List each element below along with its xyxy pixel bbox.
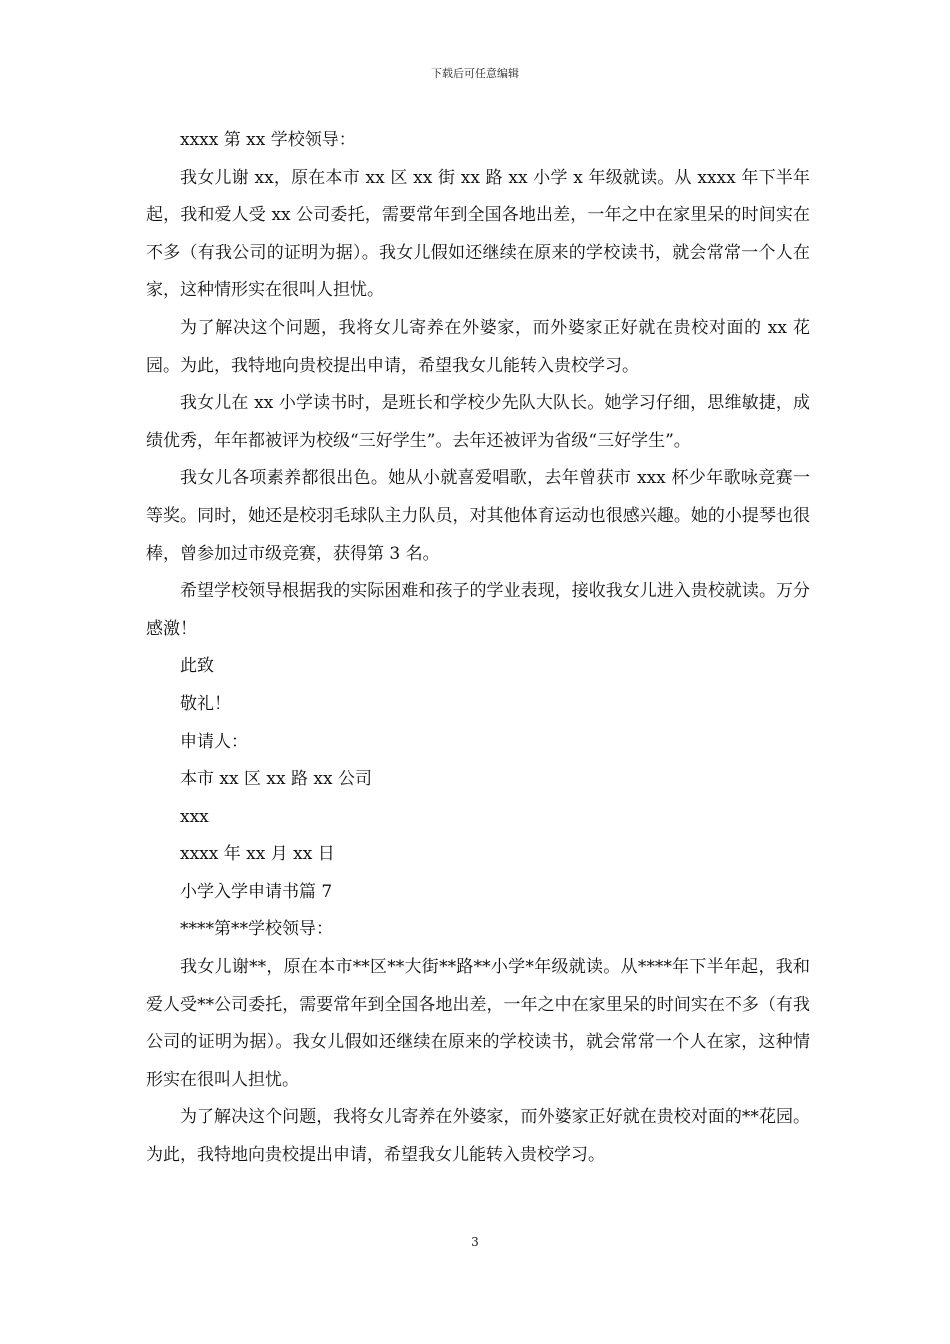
closing-line: 敬礼！ <box>180 693 231 714</box>
body-paragraph: 我女儿在 xx 小学读书时，是班长和学校少先队大队长。她学习仔细，思维敏捷，成绩优秀，年年都被评为校级“三好学生”。去年还被评为省级“三好学生”。 <box>146 393 810 451</box>
signature-date: xxxx 年 xx 月 xx 日 <box>180 844 335 865</box>
signature-address: 本市 xx 区 xx 路 xx 公司 <box>180 769 372 790</box>
signature-name: xxx <box>180 806 209 827</box>
salutation: xxxx 第 xx 学校领导： <box>180 130 356 150</box>
body-paragraph: 为了解决这个问题，我将女儿寄养在外婆家，而外婆家正好就在贵校对面的**花园。为此，我特地向贵校提出申请，希望我女儿能转入贵校学习。 <box>146 1107 810 1166</box>
body-paragraph: 希望学校领导根据我的实际困难和孩子的学业表现，接收我女儿进入贵校就读。万分感激！ <box>146 581 810 639</box>
body-paragraph: 我女儿谢 xx，原在本市 xx 区 xx 街 xx 路 xx 小学 x 年级就读。从 xxxx 年下半年起，我和爱人受 xx 公司委托，需要常年到全国各地出差，一年之中在家里呆的时间实在不多（有我公司的证明为据）。我女儿假如还继续在原来的学校读书，就会常常一个人在家，这种情形实在很叫人担忧。 <box>146 167 810 301</box>
body-paragraph: 为了解决这个问题，我将女儿寄养在外婆家，而外婆家正好就在贵校对面的 xx 花园。为此，我特地向贵校提出申请，希望我女儿能转入贵校学习。 <box>146 317 810 376</box>
body-paragraph: 我女儿谢**，原在本市**区**大街**路**小学*年级就读。从****年下半年起，我和爱人受**公司委托，需要常年到全国各地出差，一年之中在家里呆的时间实在不多（有我公司的证明为据）。我女儿假如还继续在原来的学校读书，就会常常一个人在家，这种情形实在很叫人担忧。 <box>146 957 810 1090</box>
signature-label: 申请人： <box>180 731 248 752</box>
document-body <box>146 122 810 1175</box>
section-title: 小学入学申请书篇 7 <box>180 881 333 902</box>
body-paragraph: 我女儿各项素养都很出色。她从小就喜爱唱歌，去年曾获市 xxx 杯少年歌咏竞赛一等奖。同时，她还是校羽毛球队主力队员，对其他体育运动也很感兴趣。她的小提琴也很棒，曾参加过市级竞赛，获得第 3 名。 <box>146 468 810 564</box>
closing-line: 此致 <box>180 656 214 677</box>
page-header: 下载后可任意编辑 <box>431 67 519 80</box>
salutation: ****第**学校领导： <box>180 919 333 940</box>
page-number: 3 <box>471 1235 479 1249</box>
